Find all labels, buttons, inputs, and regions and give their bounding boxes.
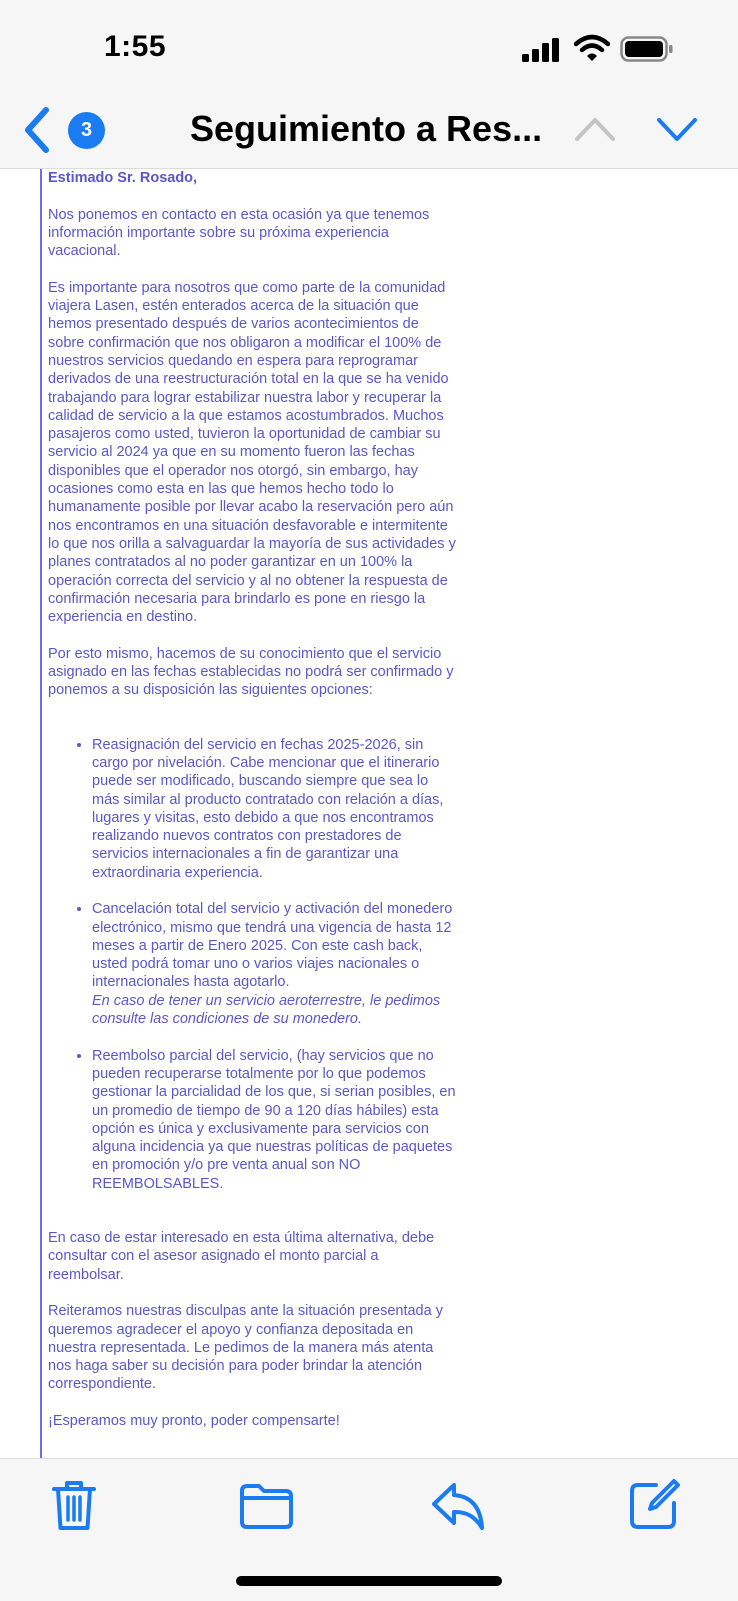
email-text	[48, 169, 458, 1449]
email-paragraph: Reiteramos nuestras disculpas ante la situación presentada y queremos agradecer el apoyo y confianza depositada en nuestra representada. Le pedimos de la manera más atenta nos haga saber su decisión para poder brindar la atención correspondiente.	[48, 1303, 443, 1393]
option-text: Reasignación del servicio en fechas 2025-2026, sin cargo por nivelación. Cabe mencionar que el itinerario puede ser modificado, buscando siempre que sea lo más similar al producto contratado con relación a días, lugares y visitas, esto debido a que nos encontramos realizando nuevos contratos con prestadores de servicios internacionales a fin de garantizar una extraordinaria experiencia.	[92, 736, 444, 881]
reply-icon[interactable]	[430, 1477, 486, 1533]
email-subject-title: Seguimiento a Res...	[190, 108, 543, 149]
email-paragraph: Es importante para nosotros que como parte de la comunidad viajera Lasen, estén enterados acerca de la situación que hemos presentado después de varios acontecimientos de sobre confirmación que nos obligaron a modificar el 100% de nuestros servicios quedando en espera para reprogramar derivados de una reestructuración total en la que se ha venido trabajando para lograr estabilizar nuestra labor y recuperar la calidad de servicio a la que estamos acostumbrados. Muchos pasajeros como usted, tuvieron la oportunidad de cambiar su servicio al 2024 ya que en su momento fueron las fechas disponibles que el operador nos otorgó, sin embargo, hay ocasiones como esta en las que hemos hecho todo lo humanamente posible por llevar acabo la reservación pero aún nos encontramos en una situación desfavorable e intermitente lo que nos orilla a salvaguardar la mayoría de sus actividades y planes contratados al no poder garantizar en un 100% la operación correcta del servicio y al no obtener la respuesta de confirmación necesaria para brindarlo es pone en riesgo la experiencia en destino.	[48, 279, 456, 626]
options-list	[48, 736, 458, 1193]
option-text: Cancelación total del servicio y activación del monedero electrónico, mismo que tendrá una vigencia de hasta 12 meses a partir de Enero 2025. Con este cash back, usted podrá tomar uno o varios viajes nacionales o internacionales hasta agotarlo.	[92, 901, 453, 991]
email-body[interactable]	[0, 169, 738, 1458]
unread-count-badge[interactable]: 3	[68, 112, 105, 149]
option-note: En caso de tener un servicio aeroterrestre, le pedimos consulte las condiciones de su monedero.	[92, 992, 441, 1028]
quote-bar	[40, 169, 42, 1458]
option-text: Reembolso parcial del servicio, (hay servicios que no pueden recuperarse totalmente por lo que podemos gestionar la parcialidad de los que, si serian posibles, en un promedio de tiempo de 90 a 120 días hábiles) esta opción es única y exclusivamente para servicios con alguna incidencia ya que nuestras políticas de paquetes en promoción y/o pre venta anual son NO REEMBOLSABLES.	[92, 1047, 456, 1192]
trash-icon[interactable]	[46, 1477, 102, 1533]
option-item	[92, 900, 458, 1028]
email-paragraph: Por esto mismo, hacemos de su conocimiento que el servicio asignado en las fechas establecidas no podrá ser confirmado y ponemos a su disposición las siguientes opciones:	[48, 645, 454, 699]
signal-icon	[522, 38, 562, 62]
compose-icon[interactable]	[626, 1477, 682, 1533]
email-paragraph: En caso de estar interesado en esta última alternativa, debe consultar con el asesor asignado el monto parcial a reembolsar.	[48, 1230, 435, 1283]
battery-icon	[620, 36, 674, 62]
mail-header	[0, 100, 738, 169]
chevron-down-icon[interactable]	[656, 116, 698, 142]
chevron-up-icon[interactable]	[574, 116, 616, 142]
email-closing: ¡Esperamos muy pronto, poder compensarte!	[48, 1413, 340, 1429]
status-bar	[0, 0, 738, 100]
status-time: 1:55	[104, 30, 167, 63]
home-indicator[interactable]	[236, 1576, 502, 1586]
option-item	[92, 1047, 458, 1193]
folder-icon[interactable]	[238, 1477, 294, 1533]
chevron-left-icon[interactable]	[20, 106, 54, 154]
option-item	[92, 736, 458, 882]
email-paragraph: Nos ponemos en contacto en esta ocasión ya que tenemos información importante sobre su próxima experiencia vacacional.	[48, 206, 430, 260]
wifi-icon	[574, 34, 610, 62]
email-greeting: Estimado Sr. Rosado,	[48, 170, 198, 186]
